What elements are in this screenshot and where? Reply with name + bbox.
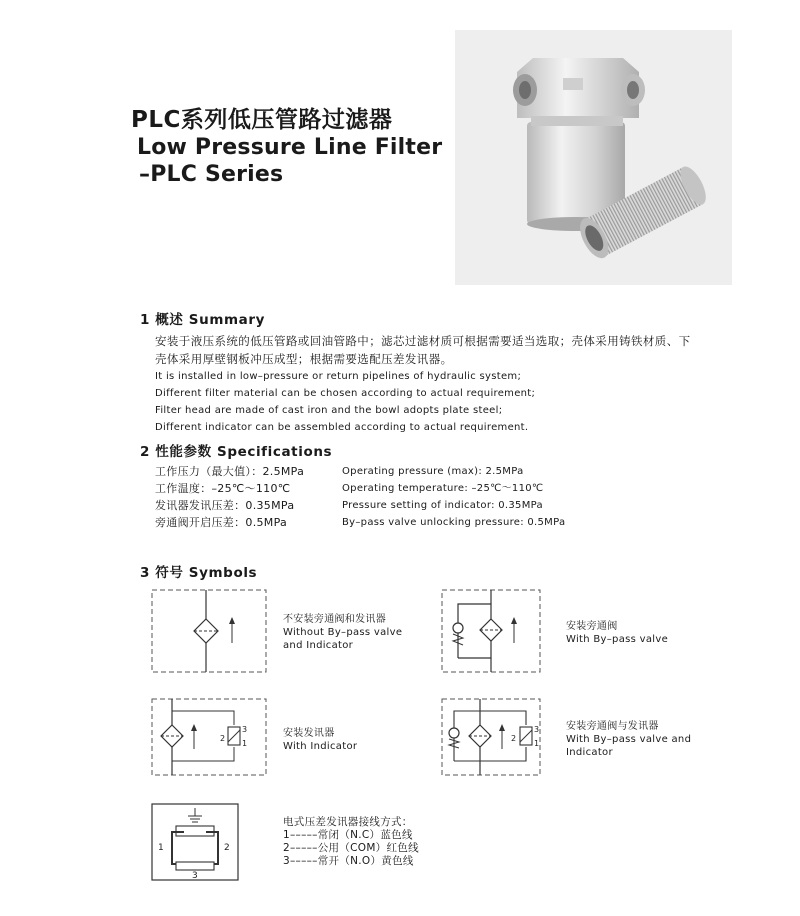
wiring-line: 2–––––公用（COM）红色线 [283, 842, 419, 854]
spec-cn: 工作压力（最大值）：2.5MPa [155, 465, 305, 478]
summary-cn-line2: 壳体采用厚壁钢板冲压成型；根据需要选配压差发讯器。 [155, 352, 453, 366]
symbol-filter-basic [150, 588, 270, 676]
symbol2-cn: 安装旁通阀 [566, 621, 618, 632]
spec-en: Operating pressure (max): 2.5MPa [342, 466, 524, 477]
symbol3-cn: 安装发讯器 [283, 728, 335, 739]
specs-en-column [342, 463, 642, 531]
symbol1-label [283, 613, 402, 652]
title-en-line2: –PLC Series [139, 162, 284, 187]
summary-en-line: Different filter material can be chosen according to actual requirement; [155, 388, 536, 399]
summary-en [155, 368, 655, 436]
symbol4-label [566, 720, 691, 759]
summary-cn-line1: 安装于液压系统的低压管路或回油管路中；滤芯过滤材质可根据需要适当选取；壳体采用铸铁材质、下 [155, 334, 691, 348]
indicator-pin-3: 3 [534, 725, 540, 734]
spec-en: Operating temperature: –25℃～110℃ [342, 483, 544, 494]
specs-heading: 2 性能参数 Specifications [140, 444, 333, 460]
specs-cn-column [155, 463, 345, 531]
indicator-pin-2: 2 [511, 734, 517, 743]
wiring-title: 电式压差发讯器接线方式： [283, 816, 413, 828]
wiring-label-3: 3 [192, 871, 198, 881]
summary-cn [155, 332, 755, 368]
symbol2-en1: With By–pass valve [566, 634, 669, 645]
symbol4-en2: Indicator [566, 747, 613, 758]
spec-en: Pressure setting of indicator: 0.35MPa [342, 500, 543, 511]
wiring-label-2: 2 [224, 843, 230, 853]
symbol1-en1: Without By–pass valve [283, 627, 403, 638]
symbol-filter-bypass-indicator [440, 697, 552, 779]
indicator-pin-3: 3 [242, 725, 248, 734]
spec-cn: 发讯器发讯压差：0.35MPa [155, 499, 295, 512]
symbol1-en2: and Indicator [283, 640, 354, 651]
indicator-pin-1: 1 [242, 739, 248, 748]
wiring-line: 3–––––常开（N.O）黄色线 [283, 855, 414, 867]
summary-en-line: Filter head are made of cast iron and the bowl adopts plate steel; [155, 405, 503, 416]
symbol4-cn: 安装旁通阀与发讯器 [566, 721, 659, 732]
title-cn: PLC系列低压管路过滤器 [131, 107, 393, 133]
product-photo [455, 30, 732, 285]
title-en [137, 134, 442, 188]
symbol-filter-bypass [440, 588, 545, 676]
summary-heading: 1 概述 Summary [140, 312, 266, 328]
spec-cn: 旁通阀开启压差：0.5MPa [155, 516, 288, 529]
wiring-text [283, 816, 419, 868]
symbols-heading: 3 符号 Symbols [140, 565, 258, 581]
wiring-line: 1–––––常闭（N.C）蓝色线 [283, 829, 413, 841]
indicator-pin-1: 1 [534, 739, 540, 748]
symbol3-en1: With Indicator [283, 741, 358, 752]
summary-en-line: It is installed in low–pressure or return pipelines of hydraulic system; [155, 371, 522, 382]
spec-en: By–pass valve unlocking pressure: 0.5MPa [342, 517, 566, 528]
title-en-line1: Low Pressure Line Filter [137, 135, 443, 160]
wiring-diagram [150, 802, 242, 884]
symbol3-label [283, 727, 357, 753]
wiring-label-1: 1 [158, 843, 164, 853]
filter-illustration [455, 30, 732, 285]
symbol2-label [566, 620, 668, 646]
symbol-filter-indicator [150, 697, 270, 779]
indicator-pin-2: 2 [220, 734, 226, 743]
symbol1-cn: 不安装旁通阀和发讯器 [283, 614, 386, 625]
summary-en-line: Different indicator can be assembled according to actual requirement. [155, 422, 529, 433]
symbol4-en1: With By–pass valve and [566, 734, 692, 745]
spec-cn: 工作温度：–25℃～110℃ [155, 482, 291, 495]
